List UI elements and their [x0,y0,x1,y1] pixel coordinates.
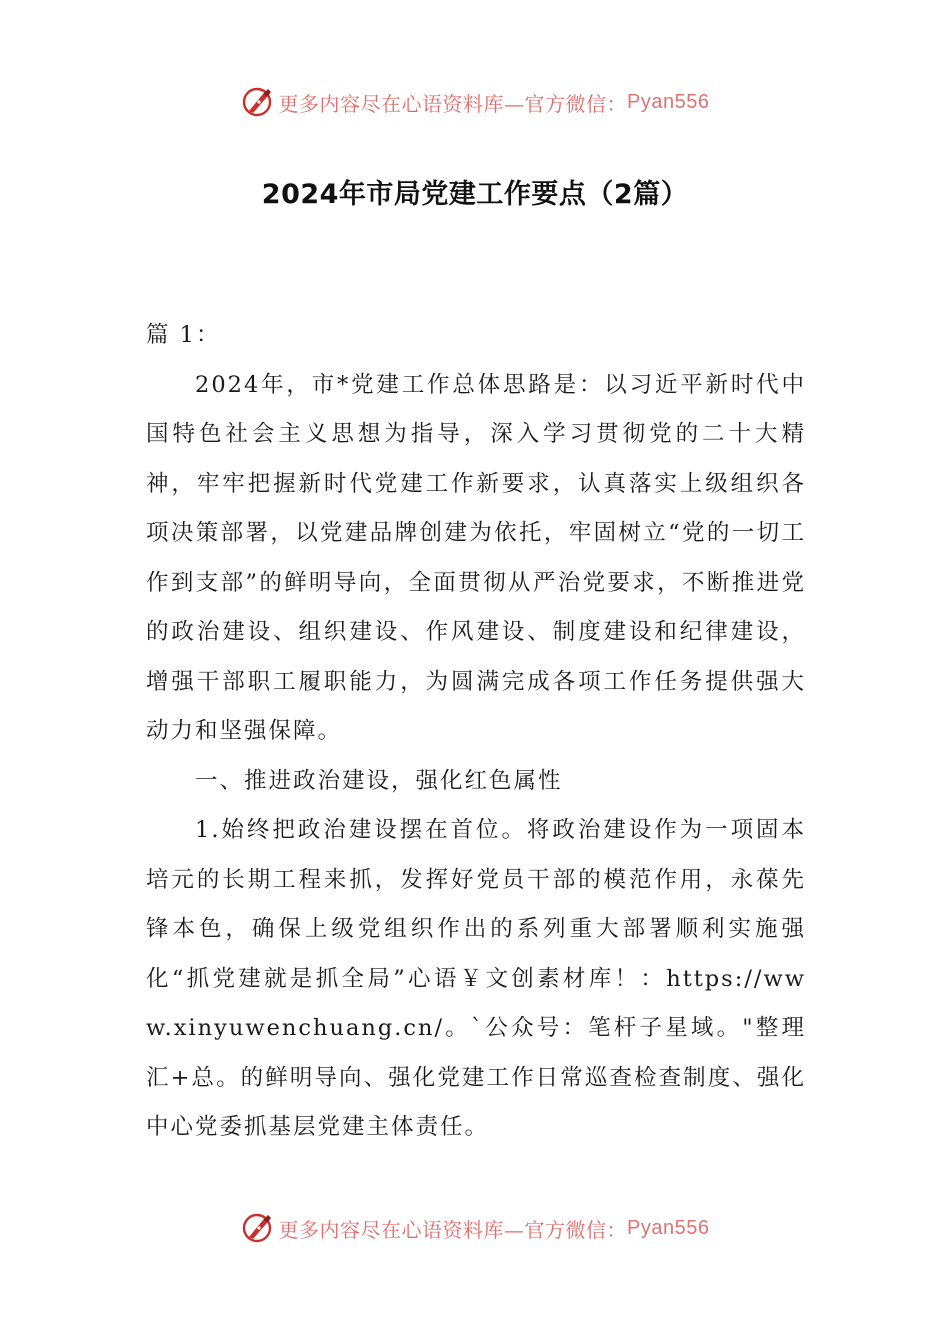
pen-nib-circle-icon [241,85,275,119]
footer-banner [0,1208,950,1248]
heading-political-construction: 一、推进政治建设，强化红色属性 [195,767,563,794]
banner-text: 更多内容尽在心语资料库—官方微信： [278,1217,628,1242]
section-label: 篇 1： [146,322,221,348]
wechat-id: Pyan556 [627,1216,710,1239]
banner-text: 更多内容尽在心语资料库—官方微信： [278,91,628,116]
document-body [146,311,806,1153]
paragraph-item-1: 1.始终把政治建设摆在首位。将政治建设作为一项固本培元的长期工程来抓，发挥好党员干部的模范作用，永葆先锋本色，确保上级党组织作出的系列重大部署顺利实施强化“抓党建就是抓全局”心语￥文创素材库！：https://www.xinyuwenchuang.cn/。`公众号：笔杆子星域。"整理汇+总。的鲜明导向、强化党建工作日常巡查检查制度、强化中心党委抓基层党建主体责任。 [146,817,806,1140]
header-banner [0,82,950,122]
wechat-id: Pyan556 [627,90,710,113]
pen-nib-circle-icon [241,1211,275,1245]
document-title: 2024年市局党建工作要点（2篇） [261,179,689,210]
paragraph-overview: 2024年，市*党建工作总体思路是：以习近平新时代中国特色社会主义思想为指导，深入学习贯彻党的二十大精神，牢牢把握新时代党建工作新要求，认真落实上级组织各项决策部署，以党建品牌创建为依托，牢固树立“党的一切工作到支部”的鲜明导向，全面贯彻从严治党要求，不断推进党的政治建设、组织建设、作风建设、制度建设和纪律建设，增强干部职工履职能力，为圆满完成各项工作任务提供强大动力和坚强保障。 [146,371,806,744]
